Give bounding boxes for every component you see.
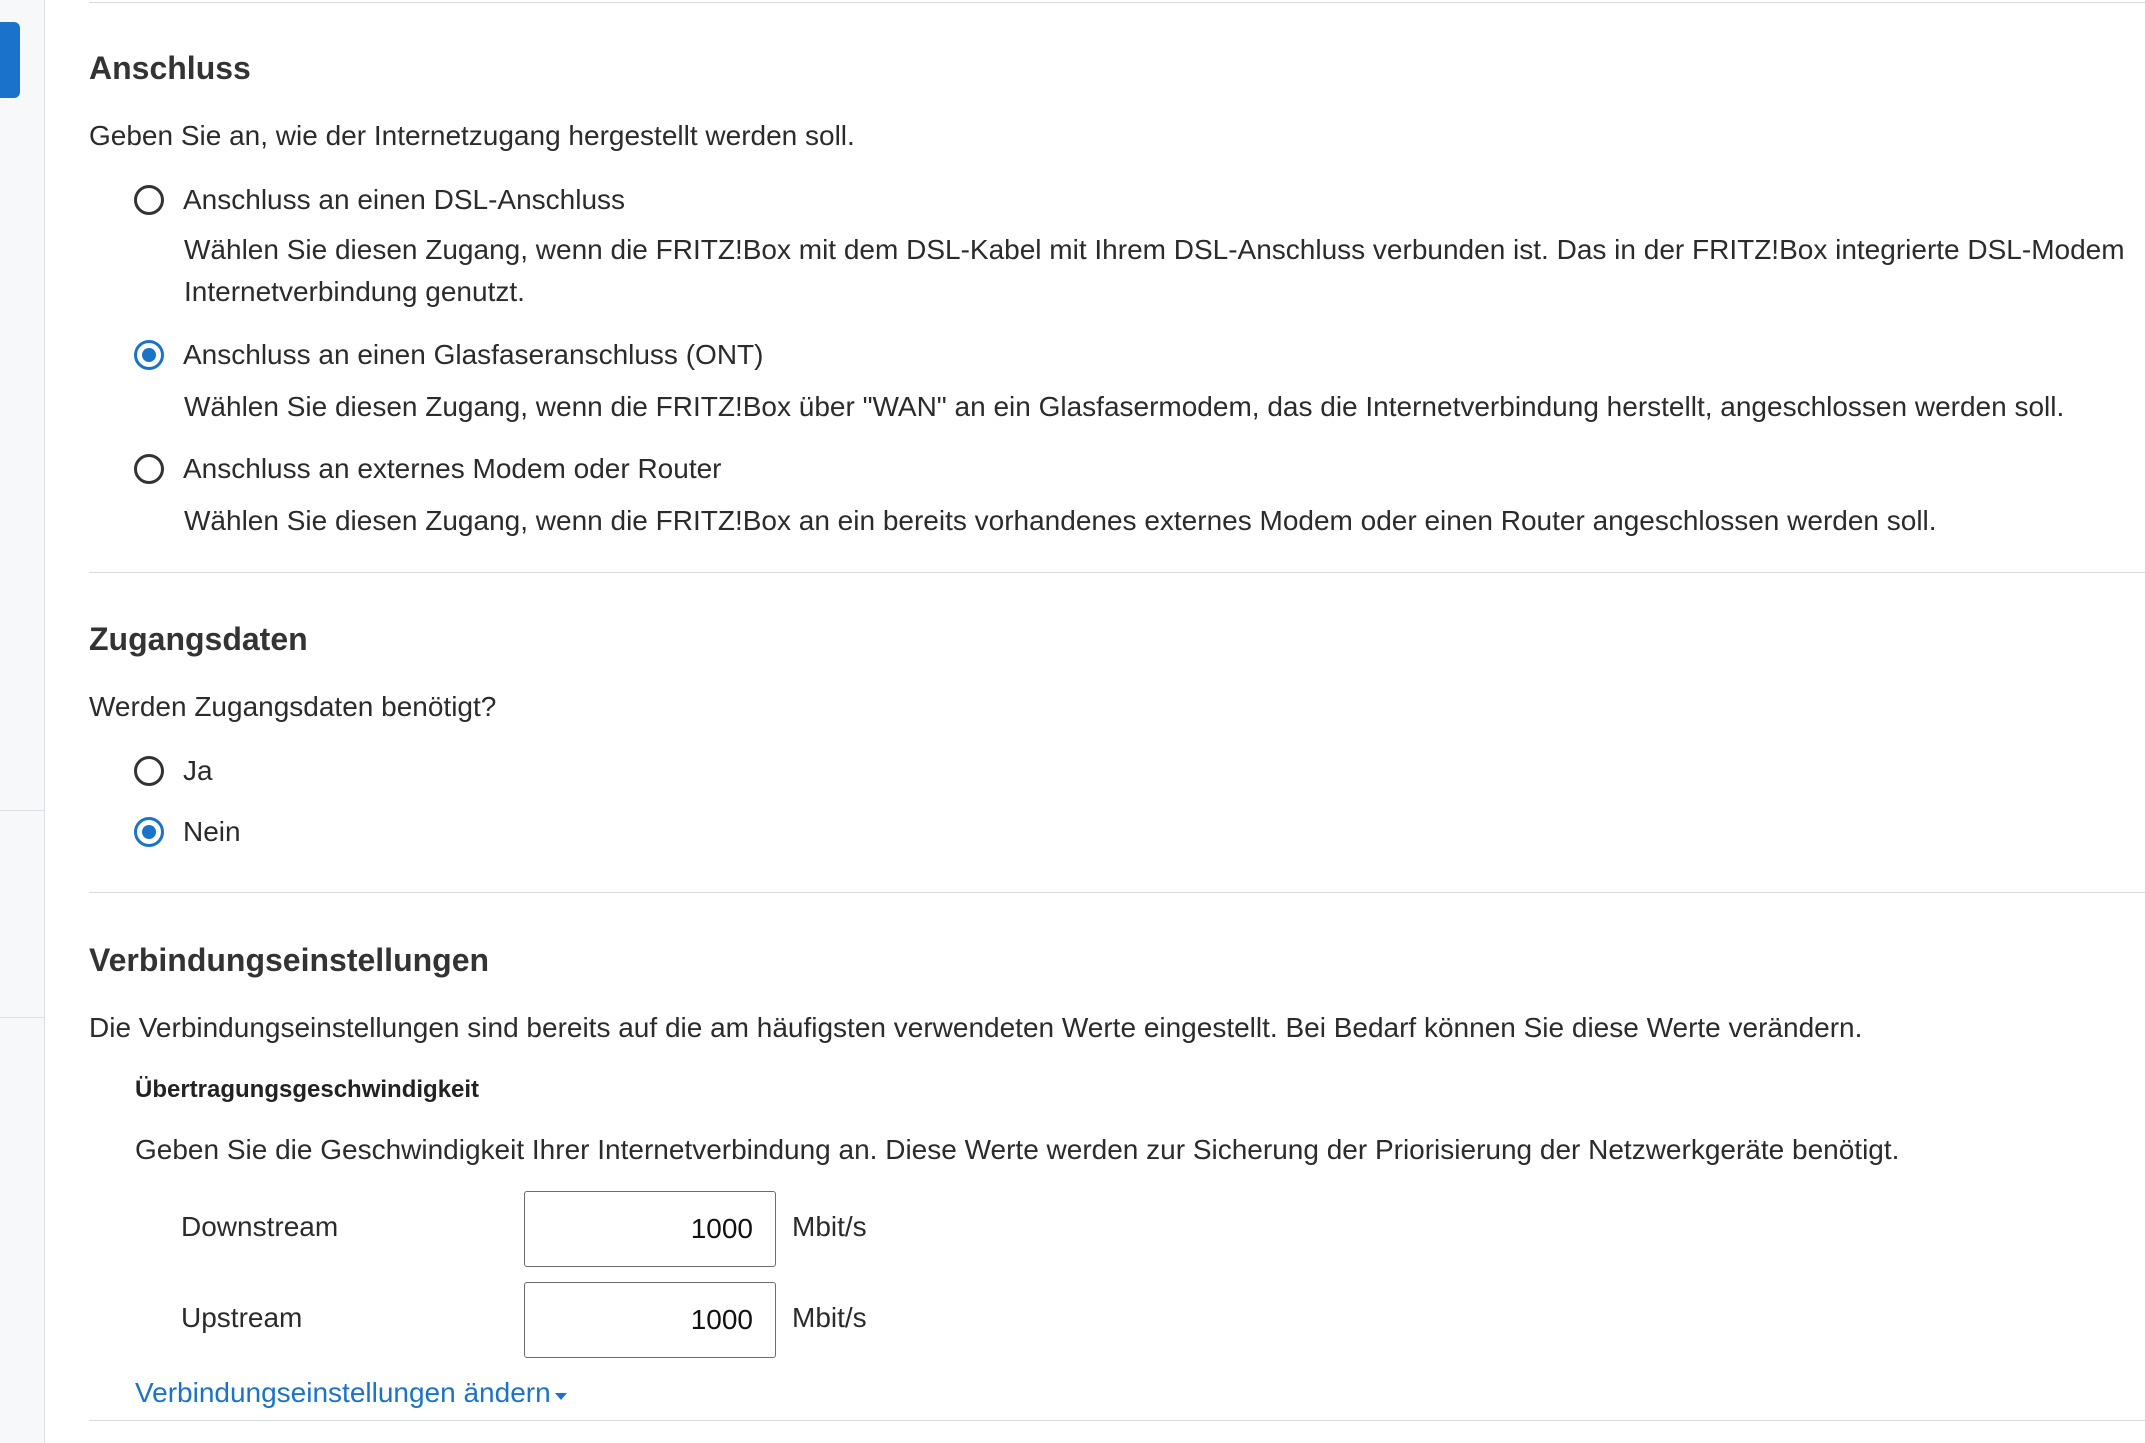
downstream-label: Downstream	[181, 1211, 339, 1242]
radio-desc-modem: Wählen Sie diesen Zugang, wenn die FRITZ!Box an ein bereits vorhandenes externes Modem oder einen Router angeschlossen werden soll.	[184, 505, 1937, 536]
radio-button-nein[interactable]	[134, 817, 164, 847]
sidebar-divider	[0, 1017, 44, 1018]
upstream-label: Upstream	[181, 1302, 303, 1333]
downstream-input[interactable]	[524, 1191, 776, 1267]
change-connection-settings-link[interactable]	[135, 1377, 567, 1409]
sidebar-active-indicator[interactable]	[0, 22, 20, 98]
radio-option-dsl[interactable]	[134, 180, 625, 220]
main-content	[89, 0, 2145, 1443]
upstream-input[interactable]	[524, 1282, 776, 1358]
radio-button-glasfaser[interactable]	[134, 340, 164, 370]
radio-label-modem: Anschluss an externes Modem oder Router	[183, 453, 722, 484]
verbindung-intro: Die Verbindungseinstellungen sind bereits auf die am häufigsten verwendeten Werte eingestellt. Bei Bedarf können Sie diese Werte verändern.	[89, 1012, 1863, 1043]
radio-label-ja: Ja	[183, 755, 213, 786]
divider-anschluss	[89, 572, 2145, 573]
caret-down-icon	[555, 1393, 567, 1400]
zugangsdaten-question: Werden Zugangsdaten benötigt?	[89, 691, 497, 722]
speed-heading: Übertragungsgeschwindigkeit	[135, 1076, 480, 1103]
upstream-unit: Mbit/s	[792, 1302, 867, 1333]
downstream-unit: Mbit/s	[792, 1211, 867, 1242]
radio-option-nein[interactable]	[134, 812, 241, 852]
radio-label-dsl: Anschluss an einen DSL-Anschluss	[183, 184, 626, 215]
radio-option-modem[interactable]	[134, 449, 722, 489]
section-title-zugangsdaten: Zugangsdaten	[89, 621, 308, 657]
sidebar-divider	[0, 810, 44, 811]
sidebar	[0, 0, 45, 1443]
radio-label-nein: Nein	[183, 816, 241, 847]
radio-button-modem[interactable]	[134, 454, 164, 484]
radio-option-glasfaser[interactable]	[134, 335, 763, 375]
radio-desc-glasfaser: Wählen Sie diesen Zugang, wenn die FRITZ!Box über "WAN" an ein Glasfasermodem, das die Internetverbindung herstellt, angeschlossen werden soll.	[184, 391, 2065, 422]
radio-desc-dsl-line1: Wählen Sie diesen Zugang, wenn die FRITZ!Box mit dem DSL-Kabel mit Ihrem DSL-Anschluss verbunden ist. Das in der FRITZ!Box integrierte DSL-Modem	[184, 234, 2125, 265]
divider-top	[89, 2, 2145, 3]
radio-button-ja[interactable]	[134, 756, 164, 786]
radio-button-dsl[interactable]	[134, 185, 164, 215]
section-title-anschluss: Anschluss	[89, 50, 251, 86]
radio-option-ja[interactable]	[134, 751, 213, 791]
speed-description: Geben Sie die Geschwindigkeit Ihrer Internetverbindung an. Diese Werte werden zur Sicherung der Priorisierung der Netzwerkgeräte benötigt.	[135, 1134, 1900, 1165]
radio-label-glasfaser: Anschluss an einen Glasfaseranschluss (ONT)	[183, 339, 764, 370]
anschluss-intro: Geben Sie an, wie der Internetzugang hergestellt werden soll.	[89, 120, 855, 151]
radio-desc-dsl-line2: Internetverbindung genutzt.	[184, 276, 525, 307]
radio-desc-dsl	[184, 229, 2125, 313]
section-title-verbindung: Verbindungseinstellungen	[89, 942, 490, 978]
divider-zugangsdaten	[89, 892, 2145, 893]
divider-bottom	[89, 1420, 2145, 1421]
change-connection-settings-label: Verbindungseinstellungen ändern	[135, 1377, 551, 1408]
